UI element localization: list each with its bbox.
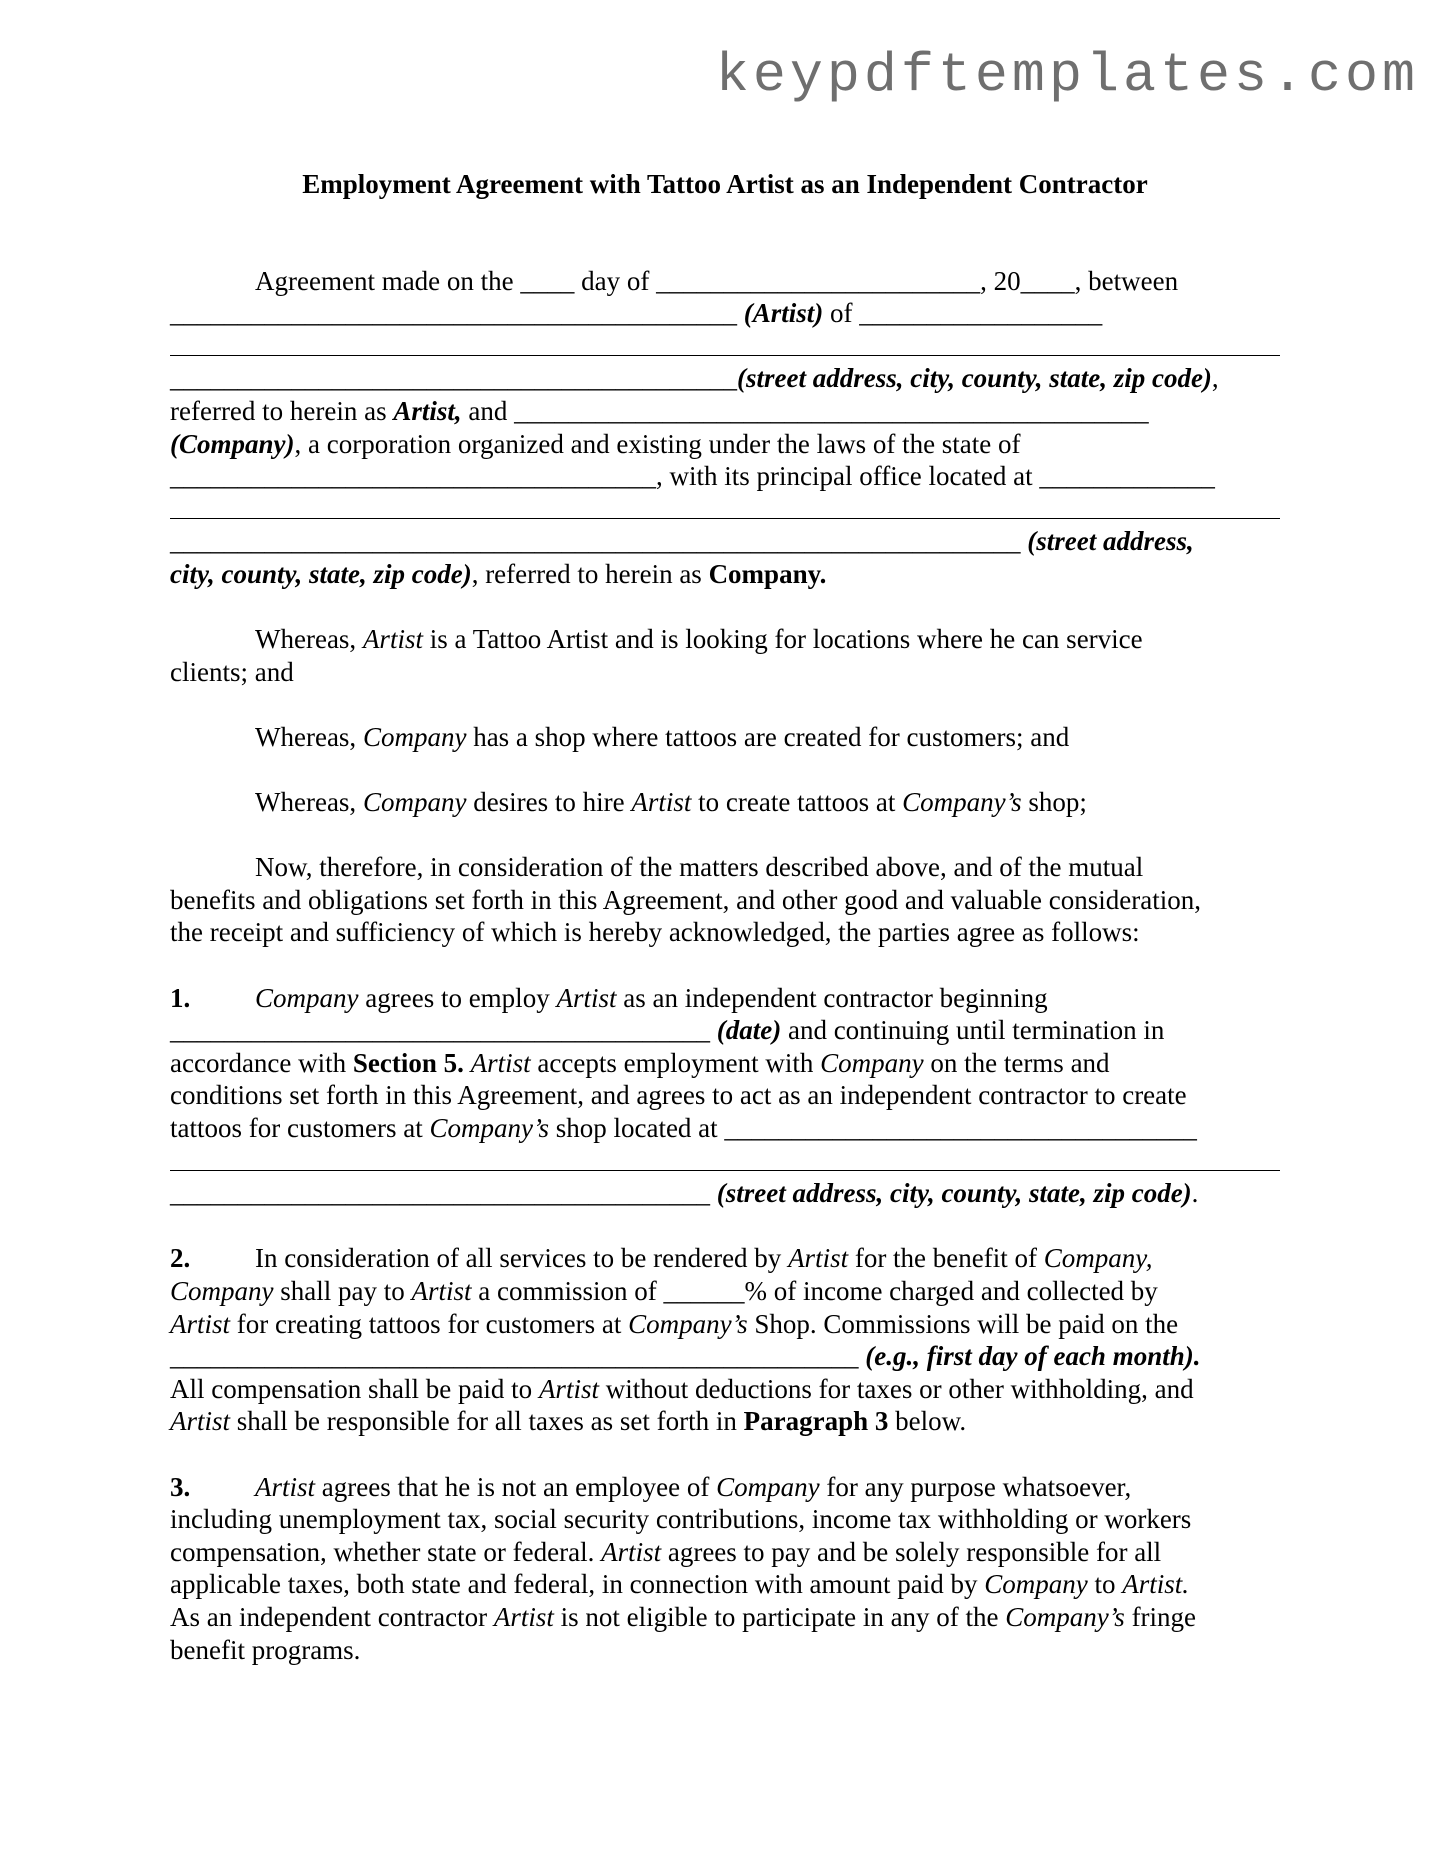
document-title: Employment Agreement with Tattoo Artist as an Independent Contractor: [302, 169, 1148, 199]
artist-term: Artist: [255, 1471, 316, 1502]
section-text: a commission of ______% of income charged and collected by: [471, 1276, 1158, 1306]
preamble-line: [170, 525, 1280, 558]
section-text: is not eligible to participate in any of the: [553, 1601, 1006, 1632]
preamble-text: and _______________________________________________: [461, 395, 1149, 426]
artist-term: Artist: [170, 1406, 231, 1437]
section-text: shall be responsible for all taxes as set forth in: [230, 1406, 744, 1437]
section-text: for any purpose whatsoever,: [819, 1471, 1132, 1502]
section-text: including unemployment tax, social security contributions, income tax withholding or workers: [170, 1504, 1192, 1535]
address-label: city, county, state, zip code): [170, 558, 472, 589]
artist-term: Artist: [631, 787, 692, 818]
whereas-clause-1: [170, 623, 1280, 688]
company-term: Company: [255, 982, 359, 1013]
preamble-line: [170, 558, 1280, 591]
now-therefore-clause: [170, 851, 1280, 949]
section-text: for creating tattoos for customers at: [230, 1308, 629, 1339]
clause-text: clients; and: [170, 656, 294, 687]
artist-term: Artist.: [1122, 1569, 1190, 1600]
section-text: without deductions for taxes or other withholding, and: [598, 1373, 1194, 1404]
section-text: on the terms and: [923, 1047, 1110, 1078]
section-text: .: [1191, 1178, 1199, 1209]
section-text: below.: [888, 1406, 967, 1437]
blank-field: ________________________________________: [170, 1015, 717, 1046]
clause-text: benefits and obligations set forth in this Agreement, and other good and valuable consideration,: [170, 884, 1201, 915]
preamble-text: , referred to herein as: [471, 558, 709, 589]
section-text: compensation, whether state or federal.: [170, 1536, 602, 1567]
company-term: Company: [820, 1047, 924, 1078]
company-term: Company: [362, 721, 467, 752]
section-text: agrees to pay and be solely responsible for all: [661, 1536, 1162, 1567]
paragraph-reference: Paragraph 3: [743, 1406, 889, 1437]
section-text: shop located at ___________________________________: [548, 1113, 1197, 1144]
company-label: (Company): [170, 428, 295, 459]
preamble-line: [170, 362, 1280, 395]
section-text: agrees to employ: [358, 982, 557, 1013]
preamble-text: , a corporation organized and existing under the laws of the state of: [294, 428, 1021, 459]
artist-term: Artist: [470, 1047, 531, 1078]
blank-line: [170, 1145, 1280, 1178]
artist-label: (Artist): [743, 298, 824, 329]
company-term: Company’s: [1005, 1601, 1125, 1632]
section-text: fringe: [1124, 1601, 1197, 1632]
company-term: Company’s: [628, 1308, 748, 1339]
section-text: As an independent contractor: [170, 1601, 494, 1632]
company-term: Company.: [708, 558, 827, 589]
preamble: [170, 265, 1280, 591]
artist-term: Artist: [538, 1373, 599, 1404]
section-text: shall pay to: [273, 1276, 412, 1306]
blank-field: __________________________________________: [170, 363, 737, 394]
clause-text: Whereas,: [255, 624, 363, 655]
blank-field: _______________________________________________________________: [170, 526, 1028, 557]
section-text: for the benefit of: [848, 1243, 1044, 1274]
company-term: Company: [362, 787, 467, 818]
company-term: Company: [984, 1569, 1088, 1600]
company-term: Company: [170, 1276, 274, 1306]
preamble-line: [170, 395, 1280, 428]
preamble-text: referred to herein as: [170, 395, 394, 426]
whereas-clause-2: [170, 721, 1280, 754]
section-text: and continuing until termination in: [781, 1015, 1165, 1046]
section-text: agrees that he is not an employee of: [315, 1471, 717, 1502]
clause-text: has a shop where tattoos are created for customers; and: [466, 721, 1070, 752]
address-label: (street address, city, county, state, zip code): [737, 363, 1212, 394]
section-number: 2.: [170, 1243, 191, 1274]
blank-line: [170, 330, 1280, 363]
address-label: (street address, city, county, state, zip code): [716, 1178, 1192, 1209]
artist-term: Artist: [493, 1601, 554, 1632]
date-label: (date): [716, 1015, 782, 1046]
preamble-text: ____________________________________, with its principal office located at _____________: [170, 461, 1215, 492]
clause-text: Whereas,: [255, 721, 363, 752]
section-text: as an independent contractor beginning: [616, 982, 1048, 1013]
example-label: (e.g., first day of each month).: [865, 1341, 1201, 1372]
section-1: [170, 982, 1280, 1210]
company-term: Company’s: [902, 787, 1022, 818]
preamble-text: of __________________: [823, 298, 1103, 329]
artist-term: Artist: [170, 1308, 231, 1339]
preamble-text: ,: [1211, 363, 1219, 394]
section-3: [170, 1471, 1280, 1667]
watermark: keypdftemplates.com: [715, 44, 1419, 107]
section-text: All compensation shall be paid to: [170, 1373, 539, 1404]
blank-line: [170, 493, 1280, 526]
clause-text: the receipt and sufficiency of which is hereby acknowledged, the parties agree as follows:: [170, 917, 1140, 948]
section-text: applicable taxes, both state and federal, in connection with amount paid by: [170, 1569, 985, 1600]
clause-text: Whereas,: [255, 787, 363, 818]
clause-text: is a Tattoo Artist and is looking for locations where he can service: [422, 624, 1143, 655]
artist-term: Artist: [601, 1536, 662, 1567]
section-text: tattoos for customers at: [170, 1113, 430, 1144]
section-number: 1.: [170, 982, 191, 1013]
section-2: [170, 1242, 1280, 1438]
company-term: Company’s: [429, 1113, 549, 1144]
section-number: 3.: [170, 1471, 191, 1502]
artist-term: Artist: [788, 1243, 849, 1274]
whereas-clause-3: [170, 786, 1280, 819]
preamble-line: [170, 265, 1280, 298]
preamble-line: [170, 297, 1280, 330]
clause-text: desires to hire: [466, 787, 632, 818]
company-term: Company: [716, 1471, 820, 1502]
section-text: In consideration of all services to be rendered by: [255, 1243, 789, 1274]
preamble-line: [170, 460, 1280, 493]
section-text: accepts employment with: [530, 1047, 821, 1078]
preamble-text: Agreement made on the ____ day of ________________________, 20____, between: [255, 265, 1179, 296]
preamble-line: [170, 428, 1280, 461]
artist-term: Artist: [411, 1276, 472, 1306]
blank-field: __________________________________________: [170, 298, 744, 329]
artist-term: Artist: [556, 982, 617, 1013]
section-text: conditions set forth in this Agreement, and agrees to act as an independent contractor to create: [170, 1080, 1187, 1111]
clause-text: Now, therefore, in consideration of the matters described above, and of the mutual: [255, 852, 1144, 883]
section-text: Shop. Commissions will be paid on the: [747, 1308, 1179, 1339]
section-text: accordance with: [170, 1047, 353, 1078]
company-term: Company,: [1043, 1243, 1153, 1274]
artist-term: Artist,: [393, 395, 462, 426]
document-body: [170, 168, 1280, 1666]
section-text: benefit programs.: [170, 1634, 361, 1665]
section-reference: Section 5.: [352, 1047, 464, 1078]
section-text: to: [1087, 1569, 1123, 1600]
clause-text: shop;: [1021, 787, 1087, 818]
blank-field: ________________________________________: [170, 1178, 717, 1209]
blank-field: ___________________________________________________: [170, 1341, 866, 1372]
clause-text: to create tattoos at: [691, 787, 903, 818]
artist-term: Artist: [362, 624, 423, 655]
address-label: (street address,: [1027, 526, 1194, 557]
